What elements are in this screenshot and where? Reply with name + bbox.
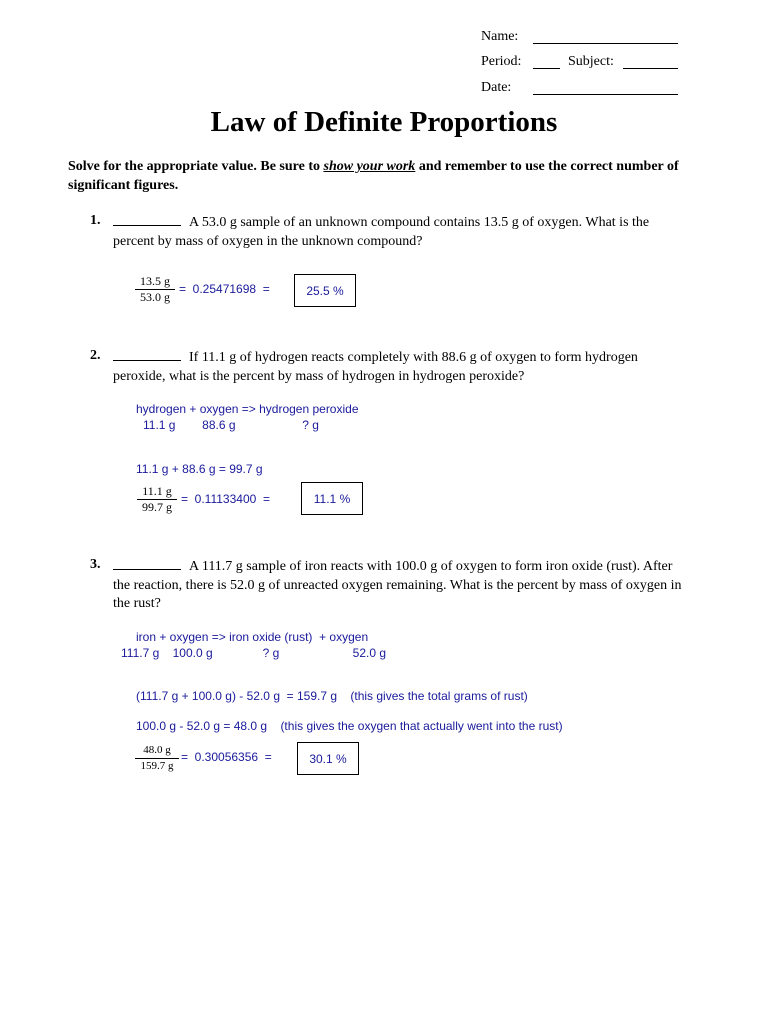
q2-text: If 11.1 g of hydrogen reacts completely with 88.6 g of oxygen to form hydrogen peroxide, what is the percent by mass of hydrogen in hydrogen peroxide? bbox=[113, 350, 638, 384]
q3-answer-box: 30.1 % bbox=[297, 742, 359, 775]
q2-answer-box: 11.1 % bbox=[301, 482, 363, 515]
q2-calc: = 0.11133400 = bbox=[181, 492, 270, 506]
instructions-part2: and remember to use the correct number of significant figures. bbox=[68, 159, 679, 193]
instructions bbox=[68, 157, 688, 195]
q2-sum: 11.1 g + 88.6 g = 99.7 g bbox=[136, 462, 263, 476]
q3-amounts: 111.7 g 100.0 g ? g 52.0 g bbox=[121, 646, 387, 660]
q3-text-block bbox=[113, 557, 688, 614]
q1-frac-denominator: 53.0 g bbox=[140, 290, 170, 304]
q3-fraction bbox=[135, 743, 179, 774]
q1-calc: = 0.25471698 = bbox=[179, 282, 270, 296]
q3-number: 3. bbox=[90, 557, 101, 572]
q2-text-block bbox=[113, 348, 688, 386]
q1-answer-box: 25.5 % bbox=[294, 274, 356, 307]
q3-text: A 111.7 g sample of iron reacts with 100.0 g of oxygen to form iron oxide (rust). After the reaction, there is 52.0 g of unreacted oxygen remaining. What is the percent by mass of oxygen in the rust? bbox=[113, 559, 682, 611]
q1-number: 1. bbox=[90, 213, 101, 228]
q1-fraction bbox=[135, 274, 175, 305]
q1-text-block bbox=[113, 213, 688, 251]
name-label: Name: bbox=[481, 29, 519, 44]
q3-answer-blank[interactable] bbox=[113, 557, 181, 570]
q3-frac-numerator: 48.0 g bbox=[135, 743, 179, 759]
q3-equation: iron + oxygen => iron oxide (rust) + oxygen bbox=[136, 630, 369, 644]
q1-frac-numerator: 13.5 g bbox=[135, 274, 175, 290]
q3-step1: (111.7 g + 100.0 g) - 52.0 g = 159.7 g (this gives the total grams of rust) bbox=[136, 689, 528, 703]
date-label: Date: bbox=[481, 80, 512, 95]
subject-field[interactable] bbox=[623, 68, 678, 69]
instructions-part1: Solve for the appropriate value. Be sure to bbox=[68, 159, 324, 174]
q2-equation: hydrogen + oxygen => hydrogen peroxide bbox=[136, 402, 359, 416]
q2-answer-blank[interactable] bbox=[113, 348, 181, 361]
instructions-emphasis: show your work bbox=[323, 159, 416, 174]
date-field[interactable] bbox=[533, 94, 678, 95]
q2-amounts: 11.1 g 88.6 g ? g bbox=[143, 418, 319, 432]
q2-frac-denominator: 99.7 g bbox=[142, 500, 172, 514]
period-field[interactable] bbox=[533, 68, 560, 69]
q3-calc: = 0.30056356 = bbox=[181, 750, 272, 764]
q2-frac-numerator: 11.1 g bbox=[137, 484, 177, 500]
period-label: Period: bbox=[481, 54, 522, 69]
q3-step2: 100.0 g - 52.0 g = 48.0 g (this gives the oxygen that actually went into the rust) bbox=[136, 719, 563, 733]
subject-label: Subject: bbox=[568, 54, 614, 69]
q1-text: A 53.0 g sample of an unknown compound contains 13.5 g of oxygen. What is the percent by mass of oxygen in the unknown compound? bbox=[113, 215, 650, 249]
q2-fraction bbox=[137, 484, 177, 515]
page-title: Law of Definite Proportions bbox=[210, 106, 558, 138]
q2-number: 2. bbox=[90, 348, 101, 363]
name-field[interactable] bbox=[533, 43, 678, 44]
q3-frac-denominator: 159.7 g bbox=[140, 760, 174, 772]
q1-answer-blank[interactable] bbox=[113, 213, 181, 226]
